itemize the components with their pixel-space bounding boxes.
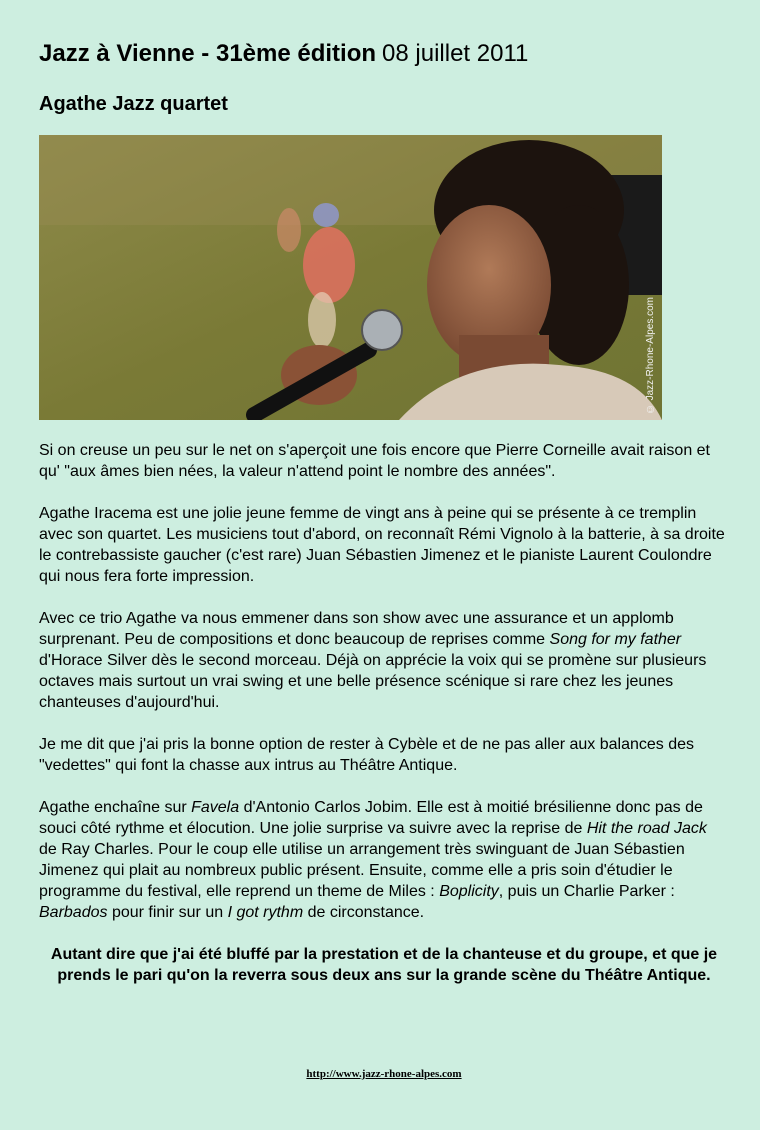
paragraph-1: Si on creuse un peu sur le net on s'aperçoit une fois encore que Pierre Corneille avait raison et qu' "aux âmes bien nées, la valeur n'attend point le nombre des années". — [39, 442, 710, 480]
article-body — [39, 440, 729, 1007]
footer-url — [39, 1068, 729, 1080]
singer-photo-illustration — [39, 135, 662, 420]
song-title: Favela — [191, 799, 240, 816]
title-line — [39, 40, 528, 68]
paragraph-3: Avec ce trio Agathe va nous emmener dans son show avec une assurance et un applomb surprenant. Peu de compositions et donc beaucoup de reprises comme Song for my father d'Horace Silver dès le second morceau. Déjà on apprécie la voix qui se promène sur plusieurs octaves mais surtout un vrai swing et une belle présence scénique si rare chez les jeunes chanteuses d'aujourd'hui. — [39, 610, 707, 711]
page-subtitle: Agathe Jazz quartet — [39, 93, 228, 115]
paragraph-5: Agathe enchaîne sur Favela d'Antonio Carlos Jobim. Elle est à moitié brésilienne donc pas de souci côté rythme et élocution. Une jolie surprise va suivre avec la reprise de Hit the road Jack de Ray Charles. Pour le coup elle utilise un arrangement très swinguant de Juan Sébastien Jimenez qui plait au nombreux public présent. Ensuite, comme elle a pris soin d'étudier le programme du festival, elle reprend un theme de Miles : Boplicity, puis un Charlie Parker : Barbados pour finir sur un I got rythm de circonstance. — [39, 799, 707, 921]
singer-photo — [39, 135, 662, 420]
paragraph-4: Je me dit que j'ai pris la bonne option de rester à Cybèle et de ne pas aller aux balances des "vedettes" qui font la chasse aux intrus au Théâtre Antique. — [39, 736, 695, 774]
song-title: Boplicity — [439, 883, 499, 900]
song-title: Song for my father — [549, 631, 682, 648]
song-title: I got rythm — [227, 904, 304, 921]
paragraph-2: Agathe Iracema est une jolie jeune femme de vingt ans à peine qui se présente à ce tremplin avec son quartet. Les musiciens tout d'abord, on reconnaît Rémi Vignolo à la batterie, à sa droite le contrebassiste gaucher (c'est rare) Juan Sébastien Jimenez et le pianiste Laurent Coulondre qui nous fera forte impression. — [39, 505, 725, 585]
page-title: Jazz à Vienne - 31ème édition — [39, 40, 377, 67]
song-title: Hit the road Jack — [586, 820, 707, 837]
photo-credit: © Jazz-Rhone-Alpes.com — [645, 296, 656, 414]
song-title: Barbados — [39, 904, 108, 921]
site-link[interactable]: http://www.jazz-rhone-alpes.com — [306, 1068, 462, 1080]
event-date: 08 juillet 2011 — [382, 40, 529, 67]
conclusion: Autant dire que j'ai été bluffé par la prestation et de la chanteuse et du groupe, et que je prends le pari qu'on la reverra sous deux ans sur la grande scène du Théâtre Antique. — [50, 946, 718, 984]
